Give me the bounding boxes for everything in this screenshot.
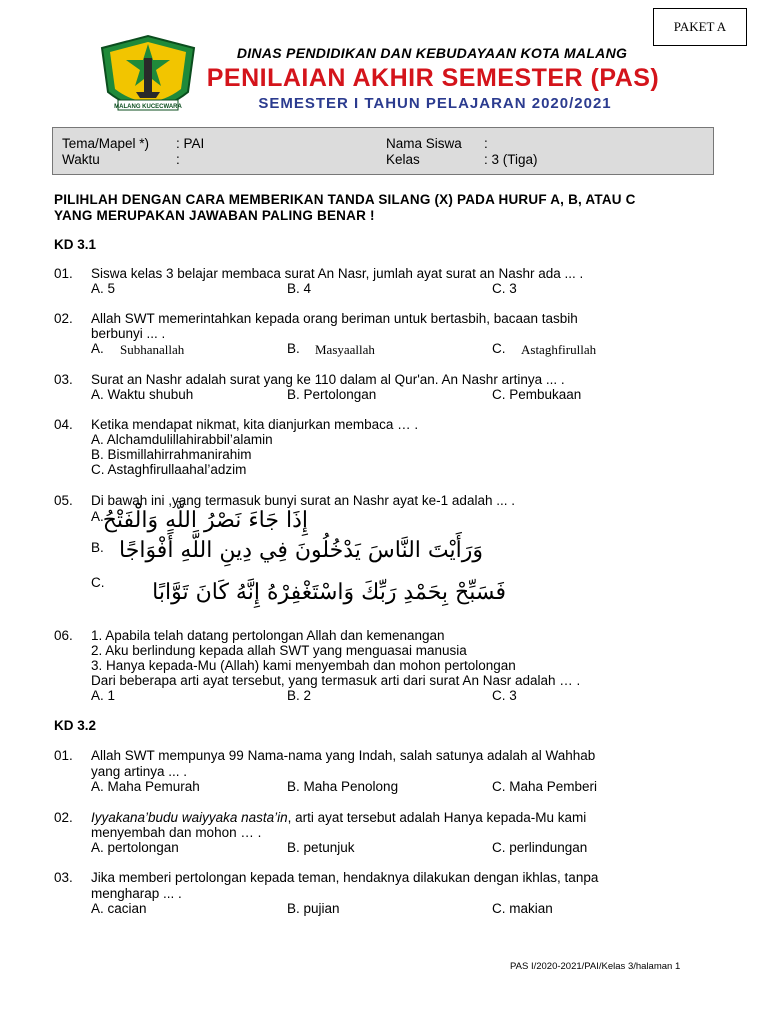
kd32-q3-option-c[interactable]: C. makian [492, 901, 553, 916]
kd31-q2-option-c[interactable]: Astaghfirullah [521, 342, 597, 357]
kd31-q1-option-c[interactable]: C. 3 [492, 281, 517, 296]
kd31-q1-option-b[interactable]: B. 4 [287, 281, 312, 296]
kd31-q6-option-a[interactable]: A. 1 [91, 688, 116, 703]
kd31-title: KD 3.1 [54, 237, 97, 252]
kd32-q3-number: 03. [54, 870, 73, 885]
kd32-q2-number: 02. [54, 810, 73, 825]
kd31-q6-option-c[interactable]: C. 3 [492, 688, 517, 703]
waktu-value: : [176, 152, 180, 167]
kd32-q2-option-a[interactable]: A. pertolongan [91, 840, 179, 855]
kd32-q3-option-b[interactable]: B. pujian [287, 901, 340, 916]
kelas-value: : 3 (Tiga) [484, 152, 538, 167]
kd31-q5-option-b-letter[interactable]: B. [91, 540, 104, 555]
kd32-q2-text-line1 [91, 810, 586, 826]
kd31-q5-option-a-letter[interactable]: A. [91, 509, 104, 524]
kd32-q1-number: 01. [54, 748, 73, 763]
kd31-q2-option-c-letter[interactable]: C. [492, 341, 506, 356]
kd32-q3-text-line2: mengharap ... . [91, 886, 182, 901]
page-footer: PAS I/2020-2021/PAI/Kelas 3/halaman 1 [510, 961, 681, 972]
nama-siswa-label: Nama Siswa [386, 136, 462, 151]
header-semester: SEMESTER I TAHUN PELAJARAN 2020/2021 [258, 95, 612, 112]
nama-siswa-value[interactable]: : [484, 136, 488, 151]
instruction-line1: PILIHLAH DENGAN CARA MEMBERIKAN TANDA SILANG (X) PADA HURUF A, B, ATAU C [54, 192, 636, 207]
kd31-q2-option-a[interactable]: Subhanallah [120, 342, 185, 357]
kd31-q4-option-a[interactable]: A. Alchamdulillahirabbil’alamin [91, 432, 273, 447]
kd31-q6-option-b[interactable]: B. 2 [287, 688, 312, 703]
kd32-q1-text-line2: yang artinya ... . [91, 764, 188, 779]
kd32-q1-text-line1: Allah SWT mempunya 99 Nama-nama yang Indah, salah satunya adalah al Wahhab [91, 748, 596, 763]
kd31-q2-text-line2: berbunyi ... . [91, 326, 166, 341]
kd31-q4-option-b[interactable]: B. Bismillahirrahmanirahim [91, 447, 252, 462]
kd31-q6-statement-3: 3. Hanya kepada-Mu (Allah) kami menyembah dan mohon pertolongan [91, 658, 516, 673]
kd31-q5-option-a-arabic[interactable]: إِذَا جَاءَ نَصْرُ اللَّهِ وَالْفَتْحُ [102, 508, 308, 533]
kd31-q1-text: Siswa kelas 3 belajar membaca surat An Nasr, jumlah ayat surat an Nashr ada ... . [91, 266, 584, 281]
student-info-box [52, 127, 714, 175]
kd31-q5-number: 05. [54, 493, 73, 508]
kd32-q1-option-b[interactable]: B. Maha Penolong [287, 779, 399, 794]
kd31-q2-option-b[interactable]: Masyaallah [315, 342, 375, 357]
kd31-q4-text: Ketika mendapat nikmat, kita dianjurkan membaca … . [91, 417, 419, 432]
paket-label: PAKET A [653, 8, 747, 46]
kd31-q6-statement-1: 1. Apabila telah datang pertolongan Allah dan kemenangan [91, 628, 445, 643]
kd31-q2-text-line1: Allah SWT memerintahkan kepada orang beriman untuk bertasbih, bacaan tasbih [91, 311, 578, 326]
kd31-q5-option-b-arabic[interactable]: وَرَأَيْتَ النَّاسَ يَدْخُلُونَ فِي دِينِ اللَّهِ أَفْوَاجًا [119, 538, 483, 563]
tema-label: Tema/Mapel *) [62, 136, 150, 151]
kd31-q3-text: Surat an Nashr adalah surat yang ke 110 dalam al Qur'an. An Nashr artinya ... . [91, 372, 565, 387]
kd31-q3-option-b[interactable]: B. Pertolongan [287, 387, 377, 402]
kd31-q5-option-c-arabic[interactable]: فَسَبِّحْ بِحَمْدِ رَبِّكَ وَاسْتَغْفِرْهُ إِنَّهُ كَانَ تَوَّابًا [152, 580, 506, 605]
logo-motto: MALANG KUCECWARA [114, 104, 182, 110]
instruction [54, 192, 734, 224]
kd31-q3-option-a[interactable]: A. Waktu shubuh [91, 387, 194, 402]
waktu-label: Waktu [62, 152, 100, 167]
kd32-q3-text-line1: Jika memberi pertolongan kepada teman, hendaknya dilakukan dengan ikhlas, tanpa [91, 870, 599, 885]
instruction-line2: YANG MERUPAKAN JAWABAN PALING BENAR ! [54, 208, 375, 223]
kd31-q3-option-c[interactable]: C. Pembukaan [492, 387, 582, 402]
kd32-q2-text-italic: Iyyakana’budu waiyyaka nasta’in [91, 810, 288, 825]
kd31-q6-number: 06. [54, 628, 73, 643]
kd31-q4-option-c[interactable]: C. Astaghfirullaahal’adzim [91, 462, 247, 477]
kd31-q4-number: 04. [54, 417, 73, 432]
header-title: PENILAIAN AKHIR SEMESTER (PAS) [206, 64, 660, 92]
kd31-q2-option-a-letter[interactable]: A. [91, 341, 104, 356]
kd31-q6-text: Dari beberapa arti ayat tersebut, yang termasuk arti dari surat An Nasr adalah … . [91, 673, 581, 688]
kd32-q3-option-a[interactable]: A. cacian [91, 901, 147, 916]
tema-value: : PAI [176, 136, 205, 151]
kd32-q2-option-c[interactable]: C. perlindungan [492, 840, 588, 855]
kd32-q2-option-b[interactable]: B. petunjuk [287, 840, 355, 855]
kd31-q2-number: 02. [54, 311, 73, 326]
kd32-q1-option-a[interactable]: A. Maha Pemurah [91, 779, 200, 794]
kd31-q1-option-a[interactable]: A. 5 [91, 281, 116, 296]
kd31-q5-text: Di bawah ini ,yang termasuk bunyi surat an Nashr ayat ke-1 adalah ... . [91, 493, 515, 508]
kelas-label: Kelas [386, 152, 420, 167]
kd31-q3-number: 03. [54, 372, 73, 387]
kd31-q5-option-c-letter[interactable]: C. [91, 575, 105, 590]
kota-malang-logo [96, 34, 200, 122]
kd32-q2-text-line2: menyembah dan mohon … . [91, 825, 262, 840]
kd31-q2-option-b-letter[interactable]: B. [287, 341, 300, 356]
kd31-q6-statement-2: 2. Aku berlindung kepada allah SWT yang menguasai manusia [91, 643, 467, 658]
header-dinas: DINAS PENDIDIKAN DAN KEBUDAYAAN KOTA MALANG [236, 45, 628, 61]
kd32-q2-text-regular: , arti ayat tersebut adalah Hanya kepada-Mu kami [287, 810, 587, 825]
kd31-q1-number: 01. [54, 266, 73, 281]
kd32-q1-option-c[interactable]: C. Maha Pemberi [492, 779, 598, 794]
kd32-title: KD 3.2 [54, 718, 97, 733]
